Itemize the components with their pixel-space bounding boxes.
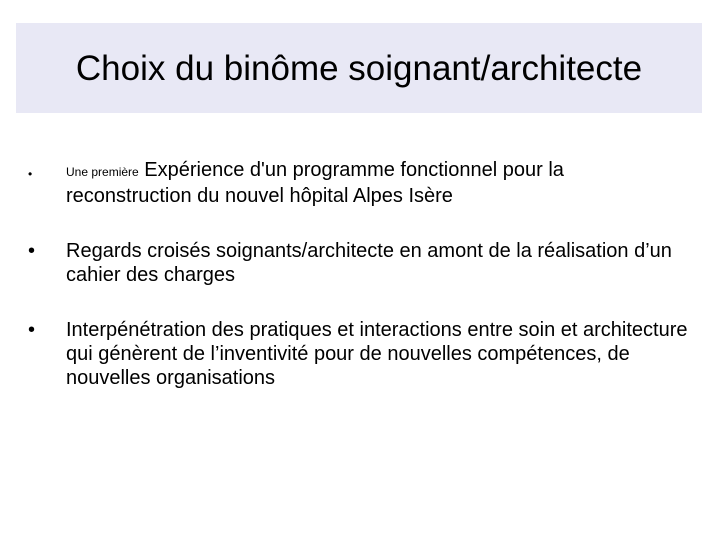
bullet-marker: • <box>28 319 36 341</box>
bullet-text: Expérience d'un programme fonctionnel pour la reconstruction du nouvel hôpital Alpes Isère <box>66 159 564 207</box>
bullet-item-1 <box>28 158 688 208</box>
bullet-lead-text: Une première <box>66 165 139 179</box>
bullet-marker: • <box>28 240 36 262</box>
bullet-item-3 <box>28 318 688 390</box>
slide-title: Choix du binôme soignant/architecte <box>75 48 643 88</box>
bullet-marker: • <box>28 167 33 181</box>
bullet-text: Regards croisés soignants/architecte en amont de la réalisation d’un cahier des charges <box>66 240 672 286</box>
bullet-list <box>28 158 688 390</box>
bullet-item-2 <box>28 239 688 287</box>
bullet-text: Interpénétration des pratiques et interactions entre soin et architecture qui génèrent de l’inventivité pour de nouvelles compétences, de nouvelles organisations <box>66 319 688 389</box>
title-banner <box>16 23 702 113</box>
